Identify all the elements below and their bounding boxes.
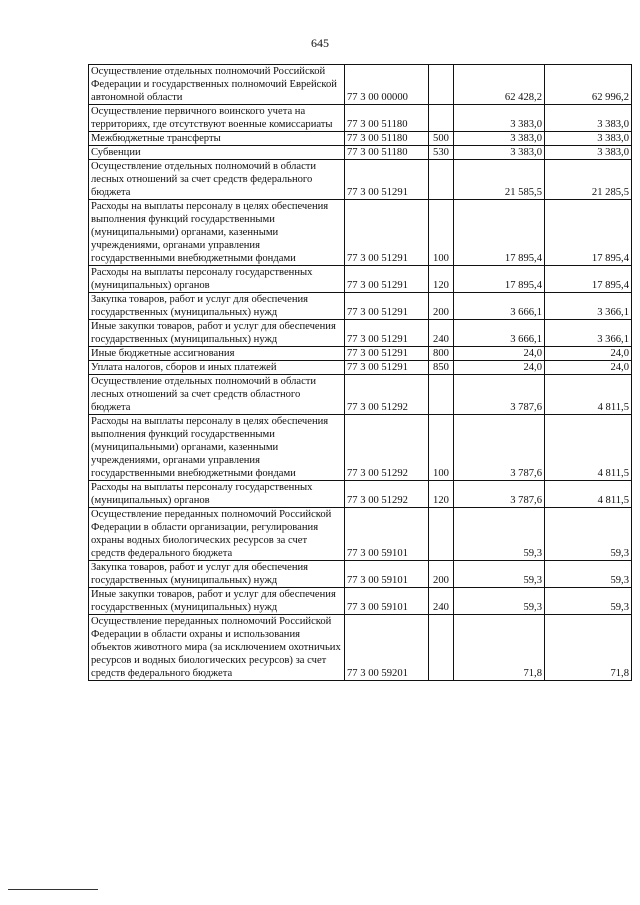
row-type-cell: 240 — [429, 320, 454, 347]
table-row — [89, 293, 632, 320]
row-name-cell: Иные закупки товаров, работ и услуг для обеспечения государственных (муниципальных) нужд — [89, 588, 345, 615]
row-type-cell: 850 — [429, 361, 454, 375]
row-value2-cell: 17 895,4 — [545, 200, 632, 266]
row-code-cell: 77 3 00 51291 — [345, 266, 429, 293]
row-value2-cell: 59,3 — [545, 508, 632, 561]
row-value2-cell: 3 383,0 — [545, 132, 632, 146]
row-value1-cell: 3 383,0 — [454, 105, 545, 132]
row-code-cell: 77 3 00 51292 — [345, 481, 429, 508]
row-code-cell: 77 3 00 59101 — [345, 561, 429, 588]
row-value1-cell: 21 585,5 — [454, 160, 545, 200]
row-value1-cell: 62 428,2 — [454, 65, 545, 105]
row-name-cell: Субвенции — [89, 146, 345, 160]
row-type-cell: 200 — [429, 293, 454, 320]
row-value1-cell: 17 895,4 — [454, 266, 545, 293]
row-type-cell: 800 — [429, 347, 454, 361]
row-name-cell: Осуществление отдельных полномочий в области лесных отношений за счет средств федерального бюджета — [89, 160, 345, 200]
table-row — [89, 481, 632, 508]
row-code-cell: 77 3 00 59201 — [345, 615, 429, 681]
table-row — [89, 160, 632, 200]
row-value1-cell: 59,3 — [454, 508, 545, 561]
row-code-cell: 77 3 00 59101 — [345, 588, 429, 615]
row-code-cell: 77 3 00 51291 — [345, 361, 429, 375]
row-code-cell: 77 3 00 59101 — [345, 508, 429, 561]
row-code-cell: 77 3 00 51291 — [345, 293, 429, 320]
table-row — [89, 65, 632, 105]
row-value1-cell: 17 895,4 — [454, 200, 545, 266]
row-type-cell — [429, 65, 454, 105]
row-name-cell: Закупка товаров, работ и услуг для обеспечения государственных (муниципальных) нужд — [89, 561, 345, 588]
table-row — [89, 375, 632, 415]
table-row — [89, 415, 632, 481]
row-value2-cell: 4 811,5 — [545, 415, 632, 481]
row-type-cell — [429, 375, 454, 415]
row-value1-cell: 3 787,6 — [454, 415, 545, 481]
row-name-cell: Осуществление переданных полномочий Российской Федерации в области организации, регулирования охраны водных биологических ресурсов за счет средств федерального бюджета — [89, 508, 345, 561]
row-value1-cell: 3 666,1 — [454, 320, 545, 347]
row-name-cell: Расходы на выплаты персоналу государственных (муниципальных) органов — [89, 481, 345, 508]
row-code-cell: 77 3 00 51291 — [345, 200, 429, 266]
row-value1-cell: 3 666,1 — [454, 293, 545, 320]
row-value1-cell: 3 383,0 — [454, 132, 545, 146]
row-value2-cell: 3 383,0 — [545, 105, 632, 132]
row-name-cell: Закупка товаров, работ и услуг для обеспечения государственных (муниципальных) нужд — [89, 293, 345, 320]
row-value1-cell: 71,8 — [454, 615, 545, 681]
row-code-cell: 77 3 00 51180 — [345, 132, 429, 146]
footnote-separator — [8, 889, 98, 890]
row-value2-cell: 24,0 — [545, 361, 632, 375]
row-type-cell — [429, 105, 454, 132]
table-row — [89, 588, 632, 615]
row-type-cell: 100 — [429, 200, 454, 266]
row-name-cell: Межбюджетные трансферты — [89, 132, 345, 146]
row-type-cell: 200 — [429, 561, 454, 588]
row-name-cell: Осуществление отдельных полномочий в области лесных отношений за счет средств областного бюджета — [89, 375, 345, 415]
table-row — [89, 361, 632, 375]
row-value2-cell: 71,8 — [545, 615, 632, 681]
row-name-cell: Осуществление отдельных полномочий Российской Федерации и государственных полномочий Еврейской автономной области — [89, 65, 345, 105]
table-row — [89, 615, 632, 681]
row-value2-cell: 4 811,5 — [545, 375, 632, 415]
row-type-cell: 530 — [429, 146, 454, 160]
row-name-cell: Уплата налогов, сборов и иных платежей — [89, 361, 345, 375]
table-row — [89, 320, 632, 347]
row-value1-cell: 3 787,6 — [454, 481, 545, 508]
row-code-cell: 77 3 00 51180 — [345, 146, 429, 160]
row-name-cell: Иные бюджетные ассигнования — [89, 347, 345, 361]
row-type-cell — [429, 615, 454, 681]
page-number: 645 — [311, 36, 329, 50]
row-name-cell: Осуществление первичного воинского учета на территориях, где отсутствуют военные комиссариаты — [89, 105, 345, 132]
row-code-cell: 77 3 00 51291 — [345, 320, 429, 347]
row-name-cell: Расходы на выплаты персоналу в целях обеспечения выполнения функций государственными (муниципальными) органами, казенными учреждениями, органами управления государственными внебюджетными фондами — [89, 200, 345, 266]
table-row — [89, 146, 632, 160]
row-value1-cell: 3 383,0 — [454, 146, 545, 160]
row-type-cell — [429, 160, 454, 200]
row-value2-cell: 59,3 — [545, 588, 632, 615]
row-value1-cell: 59,3 — [454, 561, 545, 588]
row-value2-cell: 17 895,4 — [545, 266, 632, 293]
row-name-cell: Иные закупки товаров, работ и услуг для обеспечения государственных (муниципальных) нужд — [89, 320, 345, 347]
row-type-cell — [429, 508, 454, 561]
row-type-cell: 120 — [429, 266, 454, 293]
row-type-cell: 120 — [429, 481, 454, 508]
row-value2-cell: 3 366,1 — [545, 293, 632, 320]
table-row — [89, 266, 632, 293]
row-code-cell: 77 3 00 51291 — [345, 347, 429, 361]
row-name-cell: Осуществление переданных полномочий Российской Федерации в области охраны и использования объектов животного мира (за исключением охотничьих ресурсов и водных биологических ресурсов) за счет средств федерального бюджета — [89, 615, 345, 681]
row-value2-cell: 59,3 — [545, 561, 632, 588]
row-value2-cell: 21 285,5 — [545, 160, 632, 200]
row-type-cell: 240 — [429, 588, 454, 615]
row-code-cell: 77 3 00 51292 — [345, 375, 429, 415]
row-code-cell: 77 3 00 00000 — [345, 65, 429, 105]
table-row — [89, 347, 632, 361]
row-value2-cell: 62 996,2 — [545, 65, 632, 105]
table-row — [89, 105, 632, 132]
row-type-cell: 100 — [429, 415, 454, 481]
row-value2-cell: 4 811,5 — [545, 481, 632, 508]
row-value1-cell: 59,3 — [454, 588, 545, 615]
row-code-cell: 77 3 00 51291 — [345, 160, 429, 200]
budget-table-body — [89, 65, 632, 681]
row-value2-cell: 3 366,1 — [545, 320, 632, 347]
row-value1-cell: 24,0 — [454, 347, 545, 361]
row-value1-cell: 3 787,6 — [454, 375, 545, 415]
row-code-cell: 77 3 00 51180 — [345, 105, 429, 132]
row-value1-cell: 24,0 — [454, 361, 545, 375]
row-type-cell: 500 — [429, 132, 454, 146]
budget-table — [88, 64, 632, 681]
table-row — [89, 508, 632, 561]
row-name-cell: Расходы на выплаты персоналу в целях обеспечения выполнения функций государственными (муниципальными) органами, казенными учреждениями, органами управления государственными внебюджетными фондами — [89, 415, 345, 481]
row-name-cell: Расходы на выплаты персоналу государственных (муниципальных) органов — [89, 266, 345, 293]
table-row — [89, 561, 632, 588]
table-row — [89, 132, 632, 146]
row-value2-cell: 24,0 — [545, 347, 632, 361]
table-row — [89, 200, 632, 266]
row-value2-cell: 3 383,0 — [545, 146, 632, 160]
row-code-cell: 77 3 00 51292 — [345, 415, 429, 481]
